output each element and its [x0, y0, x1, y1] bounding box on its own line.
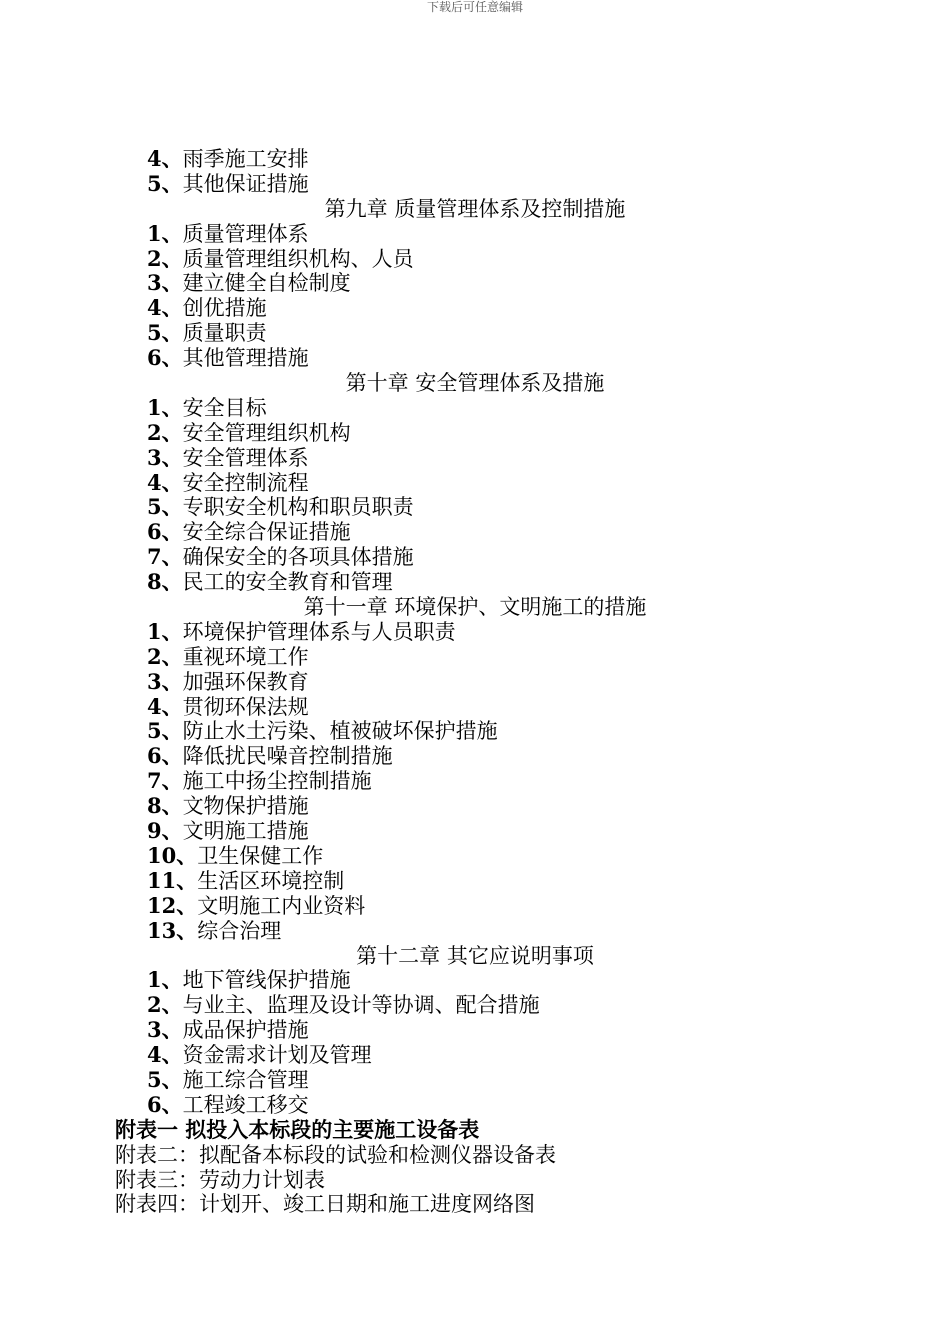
- toc-item-text: 资金需求计划及管理: [182, 1043, 372, 1068]
- toc-item: [0, 396, 950, 421]
- toc-item-number: 10、: [147, 842, 198, 868]
- toc-item: [0, 471, 950, 496]
- toc-item: [0, 520, 950, 545]
- toc-item: [0, 769, 950, 794]
- toc-item: [0, 495, 950, 520]
- toc-item-text: 施工中扬尘控制措施: [182, 769, 372, 794]
- toc-item-number: 2、: [147, 643, 183, 669]
- toc-item-text: 质量管理组织机构、人员: [182, 246, 414, 271]
- chapter-heading: 第十二章 其它应说明事项: [356, 943, 594, 968]
- toc-item-text: 施工综合管理: [182, 1067, 309, 1092]
- toc-item-text: 文物保护措施: [182, 794, 309, 819]
- toc-item-text: 雨季施工安排: [182, 147, 309, 171]
- toc-item-text: 生活区环境控制: [197, 868, 345, 893]
- toc-item-number: 1、: [147, 220, 183, 246]
- toc-item-number: 4、: [147, 1042, 183, 1068]
- toc-item-text: 安全目标: [182, 395, 267, 420]
- toc-item-number: 4、: [147, 295, 183, 321]
- toc-item-text: 安全管理组织机构: [182, 420, 351, 445]
- toc-item-number: 5、: [147, 718, 183, 744]
- toc-item: [0, 1068, 950, 1093]
- toc-item: [0, 919, 950, 944]
- toc-item-number: 3、: [147, 668, 183, 694]
- table-of-contents: [0, 147, 950, 1217]
- toc-item: [0, 1093, 950, 1118]
- toc-item: [0, 545, 950, 570]
- toc-item-number: 6、: [147, 1091, 183, 1117]
- toc-item-number: 1、: [147, 618, 183, 644]
- toc-item-text: 专职安全机构和职员职责: [182, 495, 414, 520]
- toc-item-text: 质量职责: [182, 321, 267, 346]
- toc-item-number: 12、: [147, 892, 198, 918]
- toc-item-number: 4、: [147, 469, 183, 495]
- appendix-entry: 附表一 拟投入本标段的主要施工设备表: [115, 1116, 480, 1142]
- toc-item-text: 贯彻环保法规: [182, 694, 309, 719]
- toc-item-text: 建立健全自检制度: [182, 271, 351, 296]
- chapter-heading: 第十章 安全管理体系及措施: [345, 371, 605, 396]
- toc-item: [0, 570, 950, 595]
- toc-item-number: 3、: [147, 270, 183, 296]
- toc-item-number: 13、: [147, 917, 198, 943]
- toc-item-text: 加强环保教育: [182, 669, 309, 694]
- appendix-entry: 附表四：计划开、竣工日期和施工进度网络图: [115, 1192, 535, 1217]
- toc-item-text: 安全控制流程: [182, 470, 309, 495]
- toc-item-text: 卫生保健工作: [197, 843, 324, 868]
- toc-item: [0, 271, 950, 296]
- toc-item-text: 降低扰民噪音控制措施: [182, 744, 393, 769]
- toc-item: [0, 744, 950, 769]
- toc-item-number: 4、: [147, 146, 183, 171]
- toc-item-text: 其他管理措施: [182, 346, 309, 371]
- toc-item-text: 确保安全的各项具体措施: [182, 545, 414, 570]
- toc-item-text: 综合治理: [197, 918, 282, 943]
- toc-item-number: 2、: [147, 992, 183, 1018]
- toc-item: [0, 620, 950, 645]
- toc-item: [0, 819, 950, 844]
- toc-item-number: 9、: [147, 818, 183, 844]
- toc-item-text: 质量管理体系: [182, 221, 309, 246]
- toc-item-text: 文明施工内业资料: [197, 893, 366, 918]
- toc-item-text: 与业主、监理及设计等协调、配合措施: [182, 993, 540, 1018]
- toc-item-number: 11、: [147, 867, 198, 893]
- toc-item-text: 环境保护管理体系与人员职责: [182, 619, 456, 644]
- chapter-heading: 第十一章 环境保护、文明施工的措施: [303, 595, 647, 620]
- toc-item: [0, 894, 950, 919]
- toc-item-text: 安全管理体系: [182, 445, 309, 470]
- toc-item-number: 7、: [147, 768, 183, 794]
- toc-item-text: 重视环境工作: [182, 644, 309, 669]
- toc-item: [0, 968, 950, 993]
- toc-item: [0, 247, 950, 272]
- toc-item: [0, 1018, 950, 1043]
- chapter-heading: 第九章 质量管理体系及控制措施: [324, 196, 626, 221]
- toc-item: [0, 446, 950, 471]
- toc-item: [0, 719, 950, 744]
- toc-item: [0, 222, 950, 247]
- toc-item-text: 其他保证措施: [182, 171, 309, 196]
- toc-item-number: 3、: [147, 1017, 183, 1043]
- toc-item: [0, 1043, 950, 1068]
- toc-item-number: 5、: [147, 1066, 183, 1092]
- toc-item-number: 6、: [147, 345, 183, 371]
- toc-item-text: 地下管线保护措施: [182, 968, 351, 993]
- toc-item-text: 成品保护措施: [182, 1018, 309, 1043]
- toc-item: [0, 645, 950, 670]
- toc-item-number: 8、: [147, 793, 183, 819]
- toc-item-number: 1、: [147, 967, 183, 993]
- toc-item-text: 文明施工措施: [182, 819, 309, 844]
- appendix-entry: 附表三：劳动力计划表: [115, 1167, 325, 1192]
- toc-item-text: 防止水土污染、植被破坏保护措施: [182, 719, 498, 744]
- appendix-entry: 附表二：拟配备本标段的试验和检测仪器设备表: [115, 1142, 556, 1167]
- toc-item: [0, 695, 950, 720]
- toc-item-number: 2、: [147, 245, 183, 271]
- toc-item-number: 8、: [147, 569, 183, 595]
- toc-item: [0, 421, 950, 446]
- toc-item-number: 1、: [147, 394, 183, 420]
- toc-item-number: 6、: [147, 519, 183, 545]
- page-header: 下载后可任意编辑: [426, 0, 523, 14]
- toc-item: [0, 794, 950, 819]
- toc-item-number: 3、: [147, 444, 183, 470]
- toc-item: [0, 321, 950, 346]
- toc-item: [0, 147, 950, 172]
- toc-item: [0, 670, 950, 695]
- toc-item-text: 安全综合保证措施: [182, 520, 351, 545]
- toc-item-number: 5、: [147, 320, 183, 346]
- toc-item: [0, 346, 950, 371]
- toc-item: [0, 296, 950, 321]
- toc-item-number: 6、: [147, 743, 183, 769]
- toc-item-text: 创优措施: [182, 296, 267, 321]
- toc-item: [0, 993, 950, 1018]
- toc-item: [0, 869, 950, 894]
- toc-item-number: 4、: [147, 693, 183, 719]
- toc-item: [0, 172, 950, 197]
- toc-item-number: 5、: [147, 170, 183, 196]
- toc-item-number: 2、: [147, 419, 183, 445]
- toc-item-number: 7、: [147, 544, 183, 570]
- toc-item-text: 工程竣工移交: [182, 1092, 309, 1117]
- toc-item-text: 民工的安全教育和管理: [182, 570, 393, 595]
- toc-item: [0, 844, 950, 869]
- toc-item-number: 5、: [147, 494, 183, 520]
